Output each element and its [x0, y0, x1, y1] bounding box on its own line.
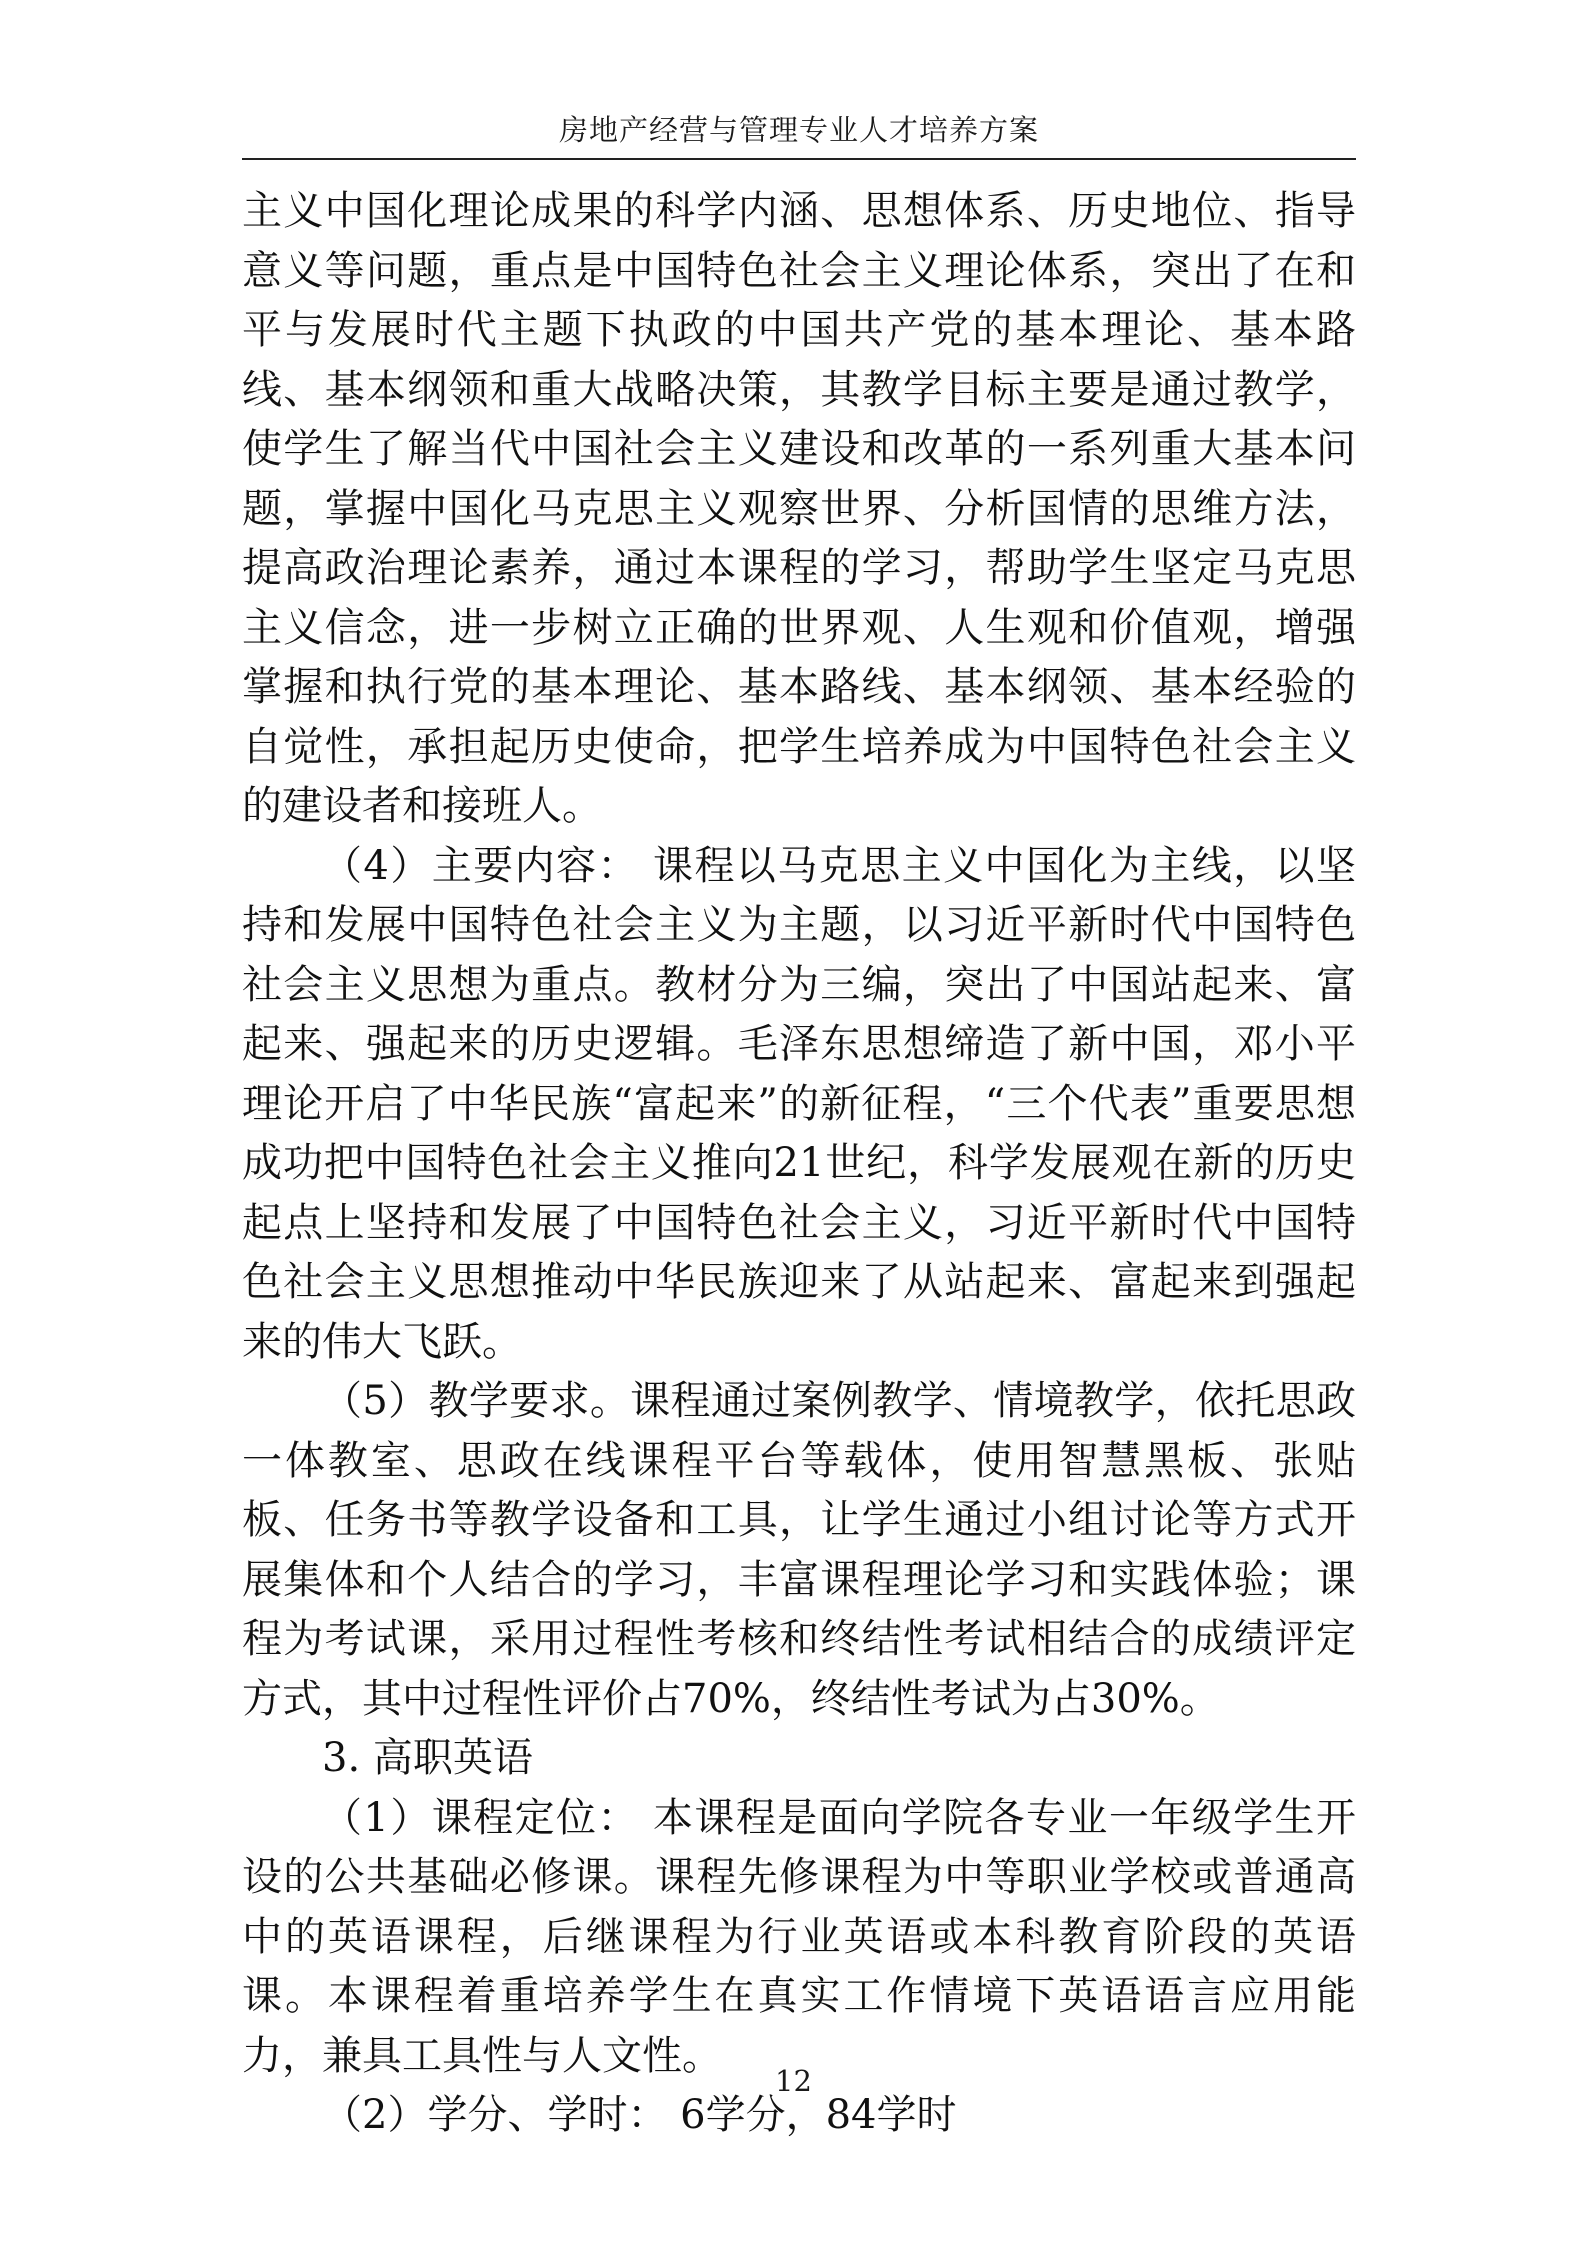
- paragraph-continuation: 主义中国化理论成果的科学内涵、思想体系、历史地位、指导意义等问题，重点是中国特色社会主义理论体系，突出了在和平与发展时代主题下执政的中国共产党的基本理论、基本路线、基本纲领和重大战略决策，其教学目标主要是通过教学，使学生了解当代中国社会主义建设和改革的一系列重大基本问题，掌握中国化马克思主义观察世界、分析国情的思维方法，提高政治理论素养，通过本课程的学习，帮助学生坚定马克思主义信念，进一步树立正确的世界观、人生观和价值观，增强掌握和执行党的基本理论、基本路线、基本纲领、基本经验的自觉性，承担起历史使命，把学生培养成为中国特色社会主义的建设者和接班人。: [242, 188, 1356, 829]
- paragraph-credits-hours: （2）学分、学时： 6学分，84学时: [322, 2092, 957, 2138]
- section-heading-english: 3. 高职英语: [322, 1735, 533, 1781]
- page-number: 12: [775, 2064, 812, 2098]
- paragraph-main-content: （4）主要内容： 课程以马克思主义中国化为主线，以坚持和发展中国特色社会主义为主题，以习近平新时代中国特色社会主义思想为重点。教材分为三编，突出了中国站起来、富起来、强起来的历史逻辑。毛泽东思想缔造了新中国，邓小平理论开启了中华民族“富起来”的新征程，“三个代表”重要思想成功把中国特色社会主义推向21世纪，科学发展观在新的历史起点上坚持和发展了中国特色社会主义，习近平新时代中国特色社会主义思想推动中华民族迎来了从站起来、富起来到强起来的伟大飞跃。: [242, 842, 1356, 1365]
- page-body: [242, 182, 1356, 2146]
- paragraph-course-positioning: （1）课程定位： 本课程是面向学院各专业一年级学生开设的公共基础必修课。课程先修课程为中等职业学校或普通高中的英语课程，后继课程为行业英语或本科教育阶段的英语课。本课程着重培养学生在真实工作情境下英语语言应用能力，兼具工具性与人文性。: [242, 1794, 1356, 2079]
- paragraph-teaching-requirements: （5）教学要求。课程通过案例教学、情境教学，依托思政一体教室、思政在线课程平台等载体，使用智慧黑板、张贴板、任务书等教学设备和工具，让学生通过小组讨论等方式开展集体和个人结合的学习，丰富课程理论学习和实践体验；课程为考试课，采用过程性考核和终结性考试相结合的成绩评定方式，其中过程性评价占70%，终结性考试为占30%。: [242, 1378, 1356, 1722]
- page-header: [242, 108, 1356, 160]
- header-title: 房地产经营与管理专业人才培养方案: [558, 113, 1039, 147]
